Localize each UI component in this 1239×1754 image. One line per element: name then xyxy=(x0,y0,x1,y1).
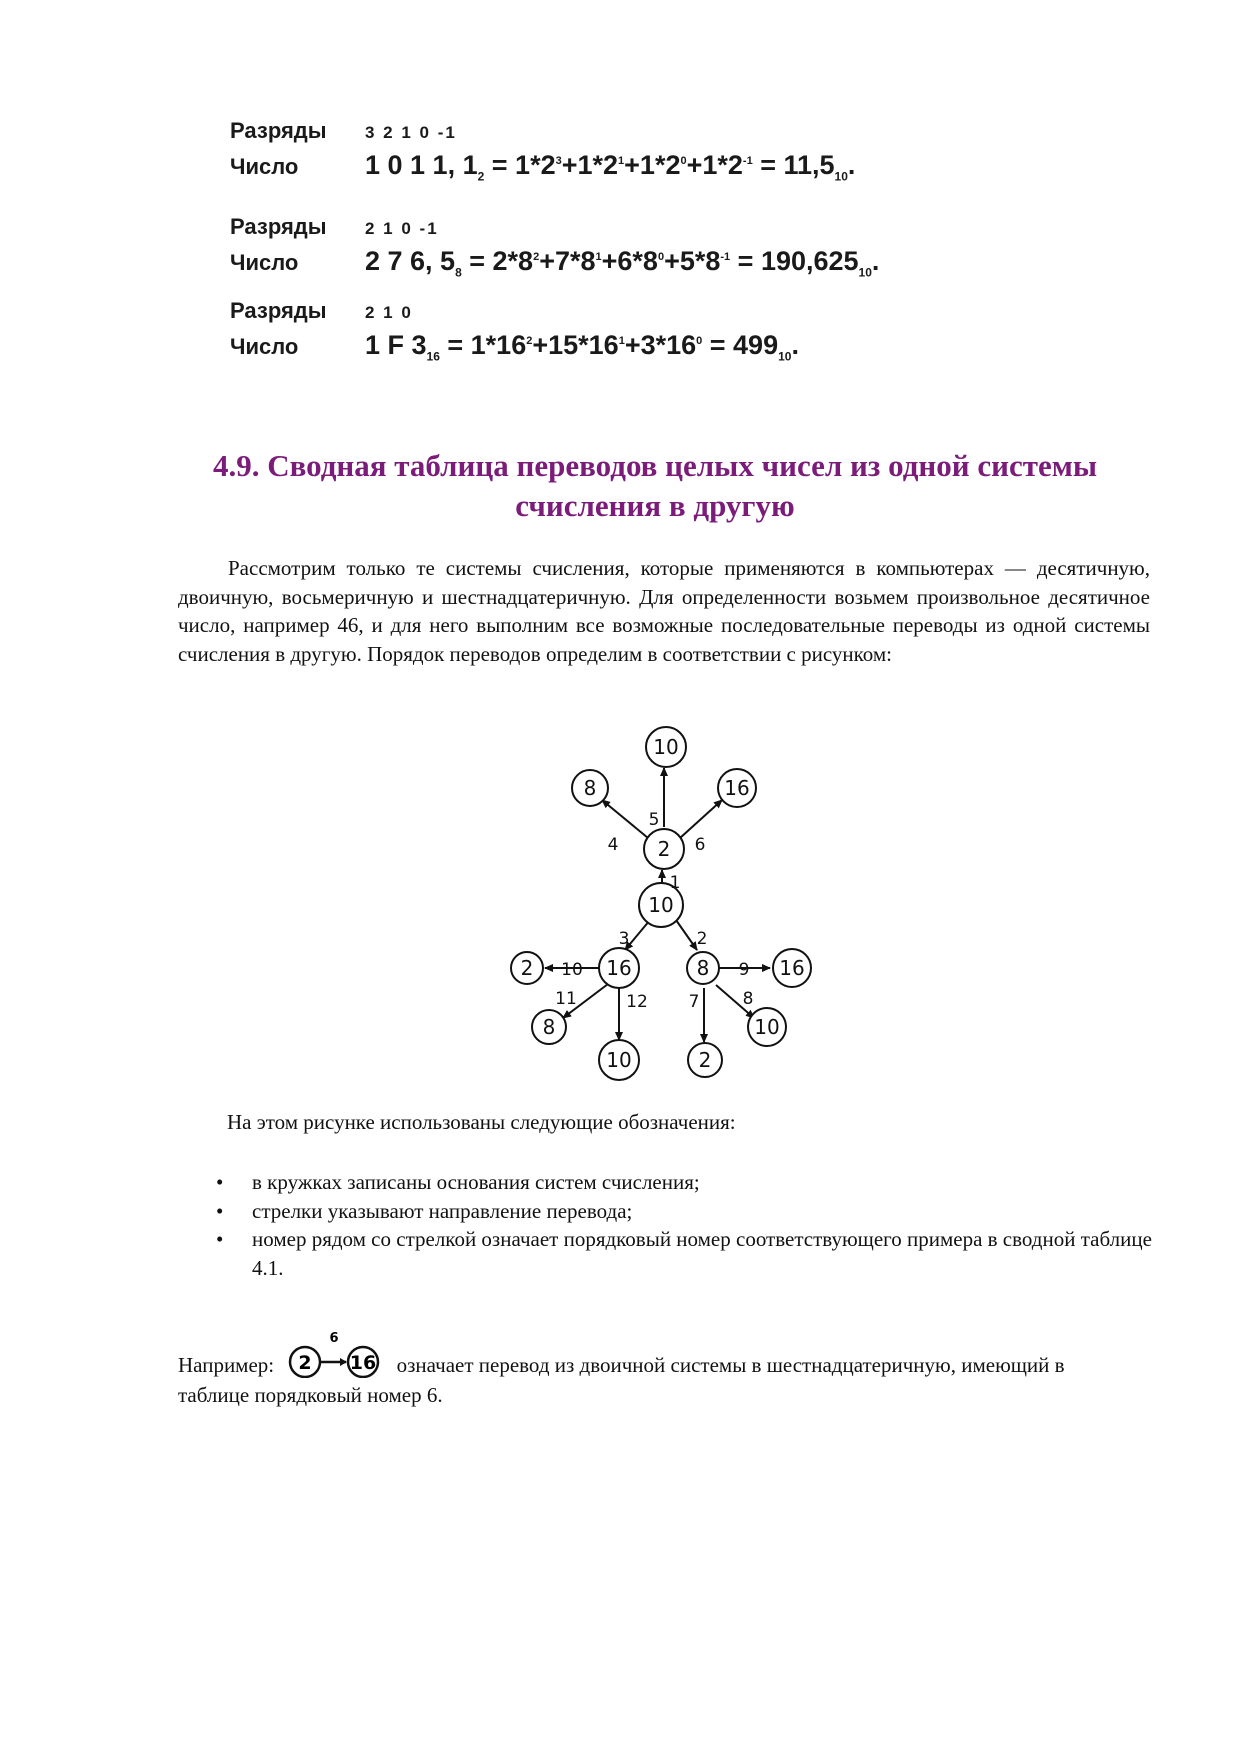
section-title: 4.9. Сводная таблица переводов целых чисел из одной системы счисления в другую xyxy=(212,448,1098,523)
node-label: 10 xyxy=(754,1015,780,1039)
node-label: 2 xyxy=(657,837,671,861)
list-item: • в кружках записаны основания систем счисления; xyxy=(252,1168,1152,1197)
edge-label: 12 xyxy=(626,992,648,1012)
intro-paragraph: Рассмотрим только те системы счисления, которые применяются в компьютерах — десятичную, двоичную, восьмеричную и шестнадцатеричную. Для определенности возьмем произвольное десятичное число, например 46, и для него выполним все возможные последовательные переводы из одной системы счисления в другую. Порядок переводов определим в соответствии с рисунком: xyxy=(178,556,1150,666)
node-label: 8 xyxy=(583,776,597,800)
arrow-6 xyxy=(680,800,722,838)
exponent: 2 xyxy=(533,251,540,263)
equation-text: +7*8 xyxy=(539,246,596,276)
equation-text: . xyxy=(847,150,856,180)
digits: 2 1 0 xyxy=(365,303,413,322)
edge-label: 3 xyxy=(618,929,630,949)
equation-text: +1*2 xyxy=(686,150,743,180)
base-subscript: 10 xyxy=(778,349,792,364)
legend-list xyxy=(252,1168,1152,1282)
digits-label: Разряды xyxy=(230,214,327,239)
node-label: 8 xyxy=(542,1015,556,1039)
digits-label: Разряды xyxy=(230,298,327,323)
exponent: 0 xyxy=(696,335,703,347)
exponent: 1 xyxy=(618,155,625,167)
list-item: • стрелки указывают направление перевода; xyxy=(252,1197,1152,1226)
edge-label: 7 xyxy=(688,992,700,1012)
exponent: -1 xyxy=(720,251,731,263)
node-label: 10 xyxy=(653,735,679,759)
digits: 2 1 0 -1 xyxy=(365,219,439,238)
edge-label: 1 xyxy=(669,873,681,893)
node-label: 10 xyxy=(648,893,674,917)
conversion-diagram xyxy=(490,718,830,1088)
equation-text: = 190,625 xyxy=(730,246,859,276)
equation-text: = 1*2 xyxy=(484,150,556,180)
node-label: 16 xyxy=(779,956,805,980)
equation-text: . xyxy=(791,330,799,360)
digits: 3 2 1 0 -1 xyxy=(365,123,457,142)
equation-text: +5*8 xyxy=(664,246,721,276)
inline-to-label: 16 xyxy=(350,1352,377,1374)
equation-text: = 1*16 xyxy=(439,330,527,360)
node-label: 16 xyxy=(606,956,632,980)
node-label: 2 xyxy=(698,1048,712,1072)
example-note xyxy=(178,1330,1138,1410)
edge-label: 9 xyxy=(738,960,750,980)
equation-text: = 499 xyxy=(702,330,779,360)
node-label: 10 xyxy=(606,1048,632,1072)
exponent: 1 xyxy=(595,251,602,263)
number-label: Число xyxy=(230,334,299,359)
exponent: 1 xyxy=(618,335,625,347)
edge-label: 4 xyxy=(607,835,619,855)
exponent: 0 xyxy=(680,155,687,167)
arrow-4 xyxy=(602,800,648,838)
base-subscript: 10 xyxy=(858,265,872,280)
equation-text: . xyxy=(871,246,880,276)
equation-text: +1*2 xyxy=(561,150,619,180)
legend-caption: На этом рисунке использованы следующие обозначения: xyxy=(227,1110,736,1134)
list-item: • номер рядом со стрелкой означает порядковый номер соответствующего примера в сводной таблице 4.1. xyxy=(252,1225,1152,1282)
edge-label: 5 xyxy=(648,810,660,830)
edge-label: 6 xyxy=(694,835,706,855)
edge-label: 2 xyxy=(696,929,708,949)
number-label: Число xyxy=(230,250,299,275)
equation-text: +1*2 xyxy=(624,150,681,180)
exponent: -1 xyxy=(742,155,753,167)
exponent: 3 xyxy=(555,155,562,167)
formula: 1 0 1 1, $1_2 = 1*2^3+1*2^1+1*2^0+1*2^{-1} = 11,5_{10}$. xyxy=(365,150,856,184)
base-subscript: 10 xyxy=(834,169,848,184)
inline-conversion-figure xyxy=(283,1330,387,1378)
inline-edge-label: 6 xyxy=(329,1331,339,1346)
equation-text: = 2*8 xyxy=(461,246,534,276)
example-suffix: означает перевод из двоичной системы в шестнадцатеричную, имеющий в таблице порядковый номер 6. xyxy=(178,1353,1065,1407)
formula: 1 F $3_{16} = 1*16^2+15*16^1+3*16^0 = 499_{10}$. xyxy=(365,330,799,364)
node-label: 8 xyxy=(696,956,710,980)
equation-text: = 11,5 xyxy=(752,150,835,180)
equation-text: +3*16 xyxy=(624,330,697,360)
exponent: 2 xyxy=(526,335,533,347)
arrow-2 xyxy=(676,920,697,950)
equation-text: +6*8 xyxy=(601,246,658,276)
equation-text: +15*16 xyxy=(532,330,619,360)
edge-label: 11 xyxy=(555,989,577,1009)
node-label: 2 xyxy=(520,956,534,980)
edge-label: 8 xyxy=(742,989,754,1009)
formula: 2 7 6, $5_8 = 2*8^2+7*8^1+6*8^0+5*8^{-1} = 190,625_{10}$. xyxy=(365,246,880,280)
number-label: Число xyxy=(230,154,299,179)
edge-label: 10 xyxy=(561,960,583,980)
inline-from-label: 2 xyxy=(298,1352,313,1374)
exponent: 0 xyxy=(657,251,665,263)
example-prefix: Например: xyxy=(178,1353,275,1377)
node-label: 16 xyxy=(724,776,750,800)
digits-label: Разряды xyxy=(230,118,327,143)
